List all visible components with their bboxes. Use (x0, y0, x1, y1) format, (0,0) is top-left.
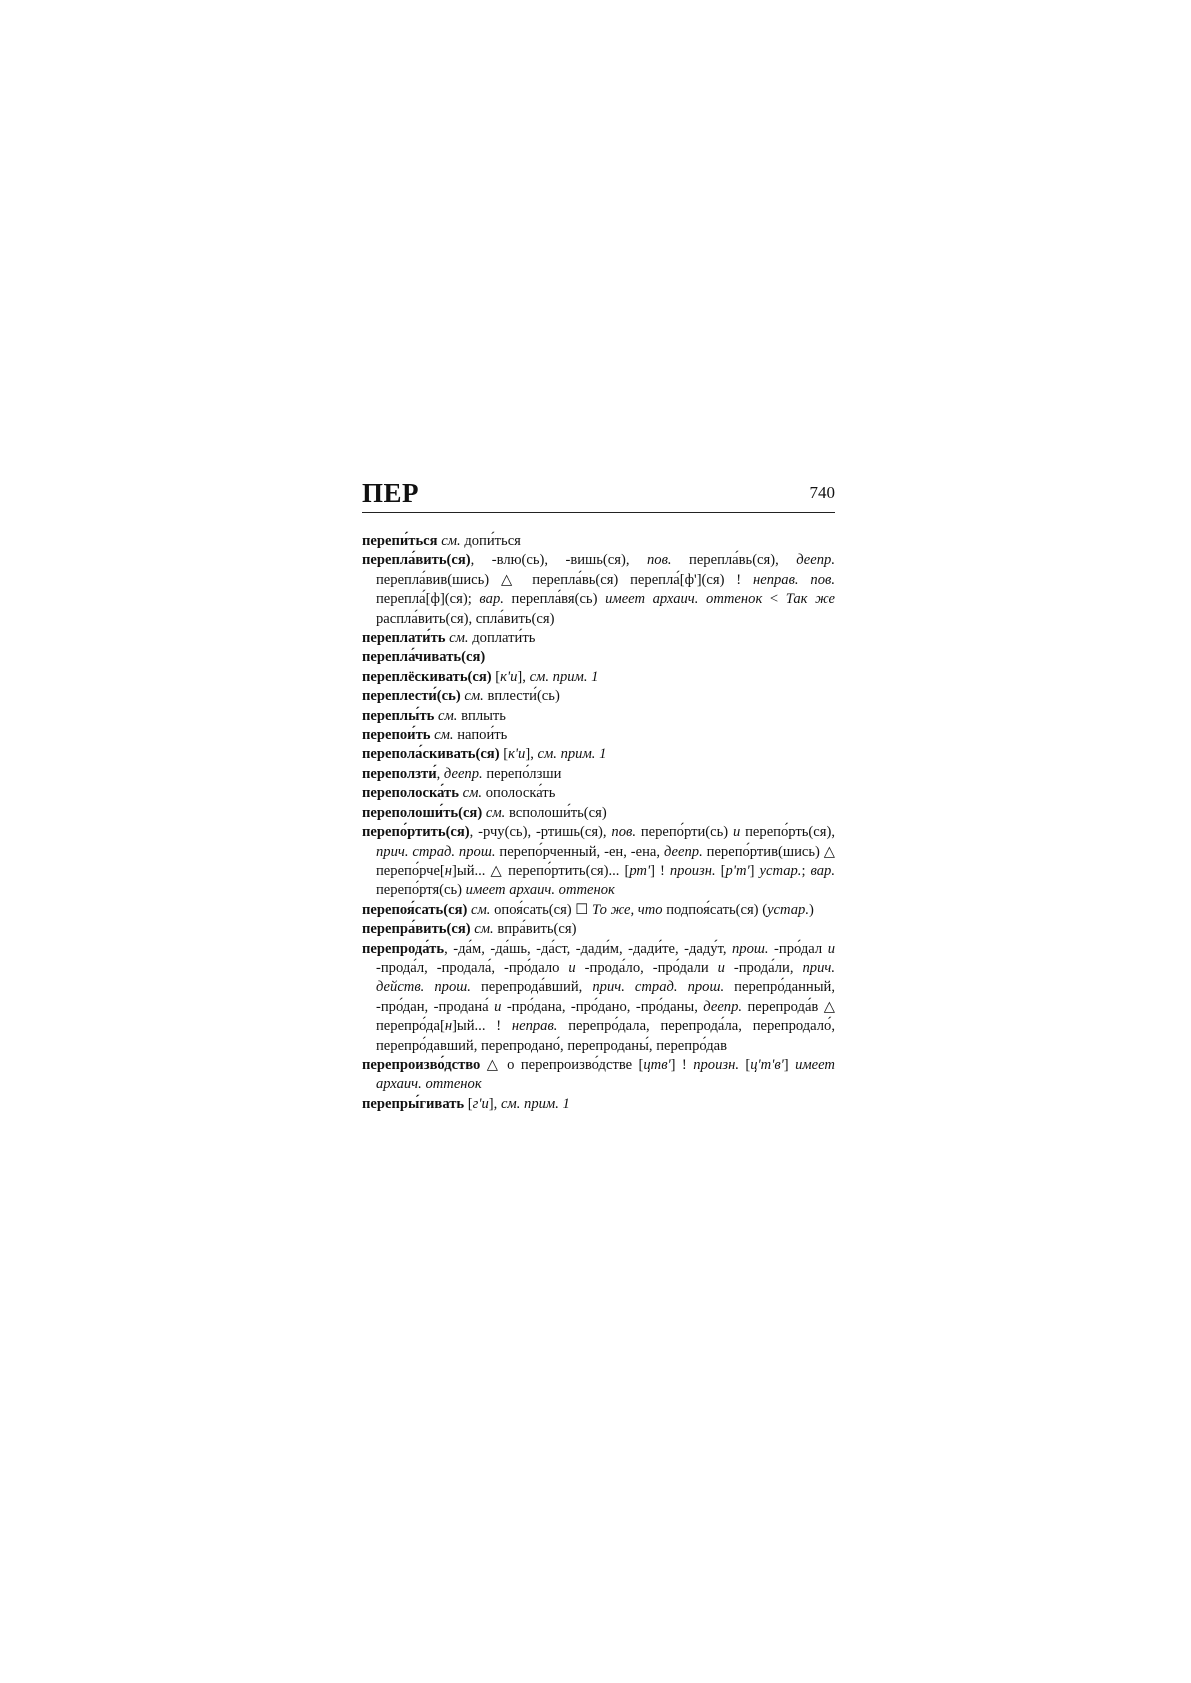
headword: переполоска́ть (362, 785, 459, 802)
grammar-note: см. прим. 1 (500, 1095, 570, 1112)
running-head: ПЕР (362, 478, 420, 508)
grammar-note: вар. (479, 591, 504, 608)
grammar-note: устар. (759, 862, 802, 879)
grammar-note: произн. (693, 1056, 739, 1073)
grammar-note: см. (471, 901, 491, 918)
dictionary-entry (362, 765, 835, 784)
entry-text: перепро́данный, -про́дан, -продана́ (376, 979, 836, 1015)
entry-text: △ о перепроизво́дстве [ (480, 1056, 644, 1073)
grammar-note: имеет архаич. оттенок (465, 882, 615, 899)
grammar-note: см. (441, 533, 461, 549)
headword: перепи́ться (362, 533, 438, 549)
grammar-note: неправ. пов. (752, 571, 835, 588)
entry-text: ) (808, 901, 814, 918)
grammar-note: произн. (669, 862, 716, 879)
dictionary-entry (362, 901, 835, 920)
entry-text: перепо́ртив(шись) △ перепо́рче[ (376, 843, 836, 879)
grammar-note: см. (449, 630, 469, 647)
entry-text: распла́вить(ся), спла́вить(ся) (376, 610, 555, 627)
entry-text: [ (715, 862, 726, 879)
headword: переплёскивать(ся) (362, 668, 492, 685)
entry-text: ; (801, 862, 811, 879)
page-number: 740 (809, 483, 835, 502)
entry-text: вплыть (457, 707, 506, 724)
entry-text: ], (525, 746, 538, 763)
grammar-note: см. (462, 785, 483, 802)
entry-text: ] (749, 862, 760, 879)
grammar-note: прич. страд. прош. (592, 979, 725, 996)
grammar-note: вар. (810, 862, 835, 879)
headword: переплы́ть (362, 707, 435, 724)
entry-text: ], (517, 668, 530, 685)
entry-text: подпоя́сать(ся) ( (662, 901, 768, 918)
grammar-note: То же, что (592, 901, 663, 918)
grammar-note: к'и (508, 746, 526, 763)
dictionary-entry (362, 687, 835, 706)
entry-text: ] ! (670, 1056, 694, 1073)
entry-text: ], (488, 1095, 501, 1112)
grammar-note: см. (485, 804, 506, 821)
page-header (362, 478, 835, 513)
entry-text: ]ый... △ перепо́ртить(ся)... [ (452, 862, 630, 879)
grammar-note: р'т' (725, 862, 750, 879)
dictionary-entry (362, 920, 835, 939)
entry-text: перепла́[ф](ся); (376, 591, 480, 608)
dictionary-entry (362, 629, 835, 648)
grammar-note: см. (438, 707, 458, 724)
grammar-note: и (827, 940, 835, 957)
entry-text: опоя́сать(ся) ☐ (490, 901, 593, 918)
entry-text: впра́вить(ся) (493, 921, 577, 938)
entry-text: -прода́л, -продала́, -про́дало (376, 959, 569, 976)
entry-text: [ (491, 668, 501, 685)
entry-text: перепо́рченный, -ен, -ена, (495, 843, 664, 860)
grammar-note: прош. (732, 940, 769, 957)
grammar-note: н (444, 862, 453, 879)
entry-text: , -влю(сь), -вишь(ся), (470, 552, 647, 569)
grammar-note: см. (464, 688, 484, 705)
grammar-note: ц'т'в' (750, 1056, 784, 1073)
headword: перепры́гивать (362, 1095, 465, 1112)
dictionary-entry (362, 707, 835, 726)
grammar-note: прич. действ. прош. (376, 959, 835, 996)
entry-text: перепрода́в △ перепро́да[ (376, 998, 835, 1035)
entry-text: всполоши́ть(ся) (505, 804, 607, 821)
grammar-note: см. (474, 921, 494, 938)
entry-text: -прода́ло, -про́дали (575, 959, 718, 976)
headword: перепла́чивать(ся) (362, 649, 486, 666)
grammar-note: пов. (646, 552, 672, 569)
entry-text: перепо́рти(сь) (635, 824, 733, 841)
entry-text: перепла́вь(ся), (671, 552, 797, 569)
grammar-note: см. прим. 1 (529, 668, 599, 685)
grammar-note: деепр. (443, 765, 483, 782)
entry-text: перепрода́вший, (470, 979, 593, 996)
dictionary-entry (362, 726, 835, 745)
dictionary-entry (362, 1056, 835, 1095)
entry-text: вплести́(сь) (483, 688, 560, 705)
entry-text: -про́дана, -про́дано, -про́даны, (501, 998, 704, 1015)
entry-text: -про́дал (768, 940, 828, 957)
entry-text: [ (464, 1095, 473, 1112)
grammar-note: прич. страд. прош. (376, 843, 496, 860)
grammar-note: Так же (785, 591, 836, 608)
headword: переплати́ть (362, 630, 446, 647)
entry-text: , -рчу(сь), -ртишь(ся), (469, 824, 612, 841)
entry-text: допи́ться (460, 533, 521, 549)
grammar-note: и (568, 959, 576, 976)
entry-text: перепро́дала, перепрода́ла, перепродало́, перепро́давший, перепродано́, перепроданы́, перепро́дав (376, 1018, 835, 1054)
headword: переплести́(сь) (362, 688, 461, 705)
grammar-note: см. (434, 727, 454, 744)
headword: перепра́вить(ся) (362, 921, 471, 938)
dictionary-entry (362, 823, 835, 901)
dictionary-entry (362, 745, 835, 764)
entry-text: [ (499, 746, 509, 763)
entry-text: -прода́ли, (724, 959, 803, 976)
headword: переползти́ (362, 765, 437, 782)
grammar-note: г'и (472, 1095, 489, 1112)
dictionary-entry (362, 551, 835, 629)
headword: перепола́скивать(ся) (362, 746, 500, 763)
entry-text: , -да́м, -да́шь, -да́ст, -дади́м, -дади́те, -даду́т, (444, 940, 732, 957)
headword: перепо́ртить(ся) (362, 824, 470, 841)
entry-text: ]ый... ! (452, 1018, 512, 1035)
grammar-note: имеет архаич. оттенок (376, 1056, 835, 1093)
dictionary-entry (362, 648, 835, 667)
grammar-note: и (494, 998, 502, 1015)
grammar-note: неправ. (511, 1018, 558, 1035)
headword: перепла́вить(ся) (362, 552, 471, 569)
grammar-note: рт' (629, 862, 651, 879)
headword: перепрода́ть (362, 940, 445, 957)
grammar-note: пов. (611, 824, 636, 841)
entry-text: , (436, 765, 444, 782)
entry-text: < (762, 591, 786, 608)
grammar-note: имеет архаич. оттенок (605, 591, 763, 608)
headword: перепои́ть (362, 727, 431, 744)
entry-text: [ (738, 1056, 751, 1073)
entry-text: перепо́лзши (482, 765, 562, 782)
entry-text: перепла́вя(сь) (503, 591, 606, 608)
entry-text: ] ! (650, 862, 670, 879)
grammar-note: деепр. (703, 998, 743, 1015)
entry-text: перепо́рть(ся), (740, 824, 835, 841)
entry-text: напои́ть (453, 727, 508, 744)
entry-text: перепо́ртя(сь) (376, 882, 466, 899)
dictionary-entry (362, 1095, 835, 1114)
entry-text: доплати́ть (468, 630, 536, 647)
dictionary-entry (362, 940, 835, 1056)
grammar-note: цтв' (643, 1056, 671, 1073)
dictionary-entry (362, 804, 835, 823)
grammar-note: деепр. (663, 843, 703, 860)
dictionary-entry (362, 532, 835, 551)
entry-text: ] (783, 1056, 796, 1073)
entry-text: ополоска́ть (482, 785, 556, 802)
dictionary-entry (362, 784, 835, 803)
grammar-note: н (444, 1018, 453, 1035)
headword: переполоши́ть(ся) (362, 804, 483, 821)
dictionary-entry (362, 668, 835, 687)
grammar-note: к'и (500, 668, 518, 685)
headword: перепроизво́дство (362, 1056, 481, 1073)
grammar-note: устар. (767, 901, 809, 918)
dictionary-entries (362, 532, 835, 1114)
entry-text: перепла́вив(шись) △ перепла́вь(ся) перепла́[ф'](ся) ! (376, 571, 753, 588)
grammar-note: см. прим. 1 (537, 746, 607, 763)
grammar-note: и (717, 959, 725, 976)
headword: перепоя́сать(ся) (362, 901, 468, 918)
grammar-note: деепр. (796, 552, 835, 569)
grammar-note: и (732, 824, 741, 841)
